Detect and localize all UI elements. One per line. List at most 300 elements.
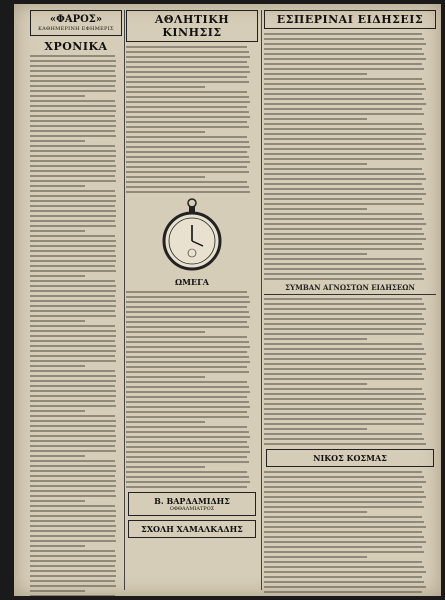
text-line-placeholder: [30, 510, 116, 512]
text-line-placeholder: [30, 220, 115, 222]
text-line-placeholder: [264, 551, 424, 553]
text-line-placeholder: [30, 595, 115, 596]
text-line-placeholder: [30, 205, 115, 207]
text-line-placeholder: [30, 75, 116, 77]
ad-nikos-title: ΝΙΚΟΣ ΚΟΣΜΑΣ: [313, 453, 387, 463]
text-line-placeholder: [126, 456, 247, 458]
text-line-placeholder: [30, 255, 116, 257]
text-line-placeholder: [30, 480, 116, 482]
article-text: [30, 55, 122, 596]
text-line-placeholder: [126, 321, 247, 323]
text-line-placeholder: [30, 495, 116, 497]
text-line-placeholder: [264, 113, 424, 115]
text-line-placeholder: [30, 530, 116, 532]
text-line-placeholder: [264, 268, 426, 270]
ad-chamalkadis-title: ΣΧΟΛΗ ΧΑΜΑΛΚΑΔΗΣ: [141, 524, 243, 534]
text-line-placeholder: [30, 550, 115, 552]
text-line-placeholder: [264, 243, 422, 245]
text-line-placeholder: [264, 303, 424, 305]
text-line-placeholder: [264, 531, 422, 533]
text-line-placeholder: [264, 428, 367, 430]
text-line-placeholder: [264, 433, 422, 435]
ad-vardamis-title: Β. ΒΑΡΔΑΜΙΔΗΣ: [154, 496, 230, 506]
text-line-placeholder: [264, 536, 424, 538]
text-line-placeholder: [126, 441, 247, 443]
text-line-placeholder: [30, 565, 115, 567]
text-line-placeholder: [30, 325, 115, 327]
text-line-placeholder: [264, 78, 422, 80]
text-line-placeholder: [126, 351, 247, 353]
text-line-placeholder: [30, 355, 115, 357]
text-line-placeholder: [264, 408, 424, 410]
text-line-placeholder: [30, 335, 116, 337]
text-line-placeholder: [264, 566, 424, 568]
text-line-placeholder: [30, 390, 116, 392]
text-line-placeholder: [30, 345, 116, 347]
text-line-placeholder: [264, 148, 426, 150]
text-line-placeholder: [264, 238, 426, 240]
ad-omega-title: ΩΜΕΓΑ: [175, 277, 209, 287]
text-line-placeholder: [126, 111, 249, 113]
text-line-placeholder: [30, 115, 115, 117]
text-line-placeholder: [264, 198, 422, 200]
text-line-placeholder: [126, 346, 250, 348]
text-line-placeholder: [30, 190, 115, 192]
text-line-placeholder: [30, 105, 116, 107]
text-line-placeholder: [264, 393, 424, 395]
ad-vardamis: [128, 492, 256, 516]
text-line-placeholder: [264, 496, 426, 498]
text-line-placeholder: [30, 385, 115, 387]
text-line-placeholder: [30, 160, 115, 162]
text-line-placeholder: [264, 33, 422, 35]
text-line-placeholder: [126, 461, 249, 463]
text-line-placeholder: [264, 471, 422, 473]
text-line-placeholder: [30, 285, 116, 287]
text-line-placeholder: [264, 253, 367, 255]
text-line-placeholder: [30, 535, 115, 537]
text-line-placeholder: [126, 56, 250, 58]
text-line-placeholder: [126, 136, 247, 138]
text-line-placeholder: [264, 173, 424, 175]
text-line-placeholder: [30, 290, 116, 292]
text-line-placeholder: [264, 188, 424, 190]
text-line-placeholder: [264, 328, 422, 330]
text-line-placeholder: [264, 208, 367, 210]
text-line-placeholder: [264, 163, 367, 165]
text-line-placeholder: [264, 183, 422, 185]
text-line-placeholder: [264, 278, 424, 280]
text-line-placeholder: [126, 46, 247, 48]
text-line-placeholder: [264, 43, 426, 45]
text-line-placeholder: [264, 581, 424, 583]
text-line-placeholder: [30, 455, 85, 457]
column-rule: [124, 10, 125, 590]
section-title-chronika: ΧΡΟΝΙΚΑ: [44, 40, 108, 53]
text-line-placeholder: [126, 431, 249, 433]
text-line-placeholder: [264, 378, 424, 380]
text-line-placeholder: [264, 561, 422, 563]
text-line-placeholder: [30, 315, 116, 317]
text-line-placeholder: [264, 481, 426, 483]
text-line-placeholder: [264, 53, 424, 55]
text-line-placeholder: [30, 90, 116, 92]
text-line-placeholder: [264, 128, 424, 130]
text-line-placeholder: [30, 305, 116, 307]
text-line-placeholder: [264, 586, 426, 588]
text-line-placeholder: [30, 555, 116, 557]
text-line-placeholder: [30, 225, 116, 227]
text-line-placeholder: [264, 68, 424, 70]
text-line-placeholder: [30, 585, 116, 587]
text-line-placeholder: [264, 526, 426, 528]
article-text: [264, 33, 436, 280]
text-line-placeholder: [30, 360, 116, 362]
text-line-placeholder: [264, 178, 426, 180]
text-line-placeholder: [30, 375, 116, 377]
text-line-placeholder: [264, 158, 424, 160]
text-line-placeholder: [30, 60, 116, 62]
text-line-placeholder: [30, 310, 115, 312]
text-line-placeholder: [264, 363, 424, 365]
text-line-placeholder: [264, 373, 422, 375]
text-line-placeholder: [30, 580, 115, 582]
text-line-placeholder: [264, 63, 422, 65]
text-line-placeholder: [126, 141, 249, 143]
text-line-placeholder: [126, 106, 247, 108]
text-line-placeholder: [30, 470, 116, 472]
text-line-placeholder: [30, 175, 115, 177]
text-line-placeholder: [264, 591, 422, 593]
text-line-placeholder: [264, 576, 422, 578]
text-line-placeholder: [30, 560, 116, 562]
text-line-placeholder: [30, 330, 116, 332]
text-line-placeholder: [30, 240, 116, 242]
text-line-placeholder: [30, 270, 116, 272]
text-line-placeholder: [264, 48, 422, 50]
text-line-placeholder: [30, 395, 116, 397]
text-line-placeholder: [30, 575, 116, 577]
text-line-placeholder: [264, 516, 422, 518]
text-line-placeholder: [126, 336, 247, 338]
text-line-placeholder: [30, 300, 116, 302]
text-line-placeholder: [30, 200, 116, 202]
text-line-placeholder: [30, 125, 116, 127]
text-line-placeholder: [30, 110, 116, 112]
text-line-placeholder: [264, 486, 422, 488]
text-line-placeholder: [30, 55, 115, 57]
text-line-placeholder: [30, 590, 85, 592]
text-line-placeholder: [126, 131, 205, 133]
text-line-placeholder: [30, 70, 115, 72]
text-line-placeholder: [30, 100, 115, 102]
text-line-placeholder: [30, 185, 85, 187]
text-line-placeholder: [126, 416, 249, 418]
text-line-placeholder: [30, 165, 116, 167]
text-line-placeholder: [264, 398, 426, 400]
text-line-placeholder: [30, 450, 116, 452]
text-line-placeholder: [30, 405, 116, 407]
text-line-placeholder: [126, 451, 250, 453]
text-line-placeholder: [126, 426, 247, 428]
text-line-placeholder: [30, 425, 116, 427]
text-line-placeholder: [126, 376, 205, 378]
text-line-placeholder: [30, 420, 116, 422]
text-line-placeholder: [30, 490, 115, 492]
text-line-placeholder: [264, 506, 424, 508]
text-line-placeholder: [30, 410, 85, 412]
text-line-placeholder: [30, 515, 116, 517]
text-line-placeholder: [30, 80, 116, 82]
ad-vardamis-subtitle: ΟΦΘΑΛΜΙΑΤΡΟΣ: [169, 506, 215, 512]
text-line-placeholder: [30, 365, 85, 367]
text-line-placeholder: [264, 571, 426, 573]
text-line-placeholder: [264, 263, 424, 265]
text-line-placeholder: [30, 475, 115, 477]
text-line-placeholder: [264, 98, 424, 100]
text-line-placeholder: [264, 511, 367, 513]
text-line-placeholder: [30, 245, 116, 247]
text-line-placeholder: [30, 320, 85, 322]
text-line-placeholder: [126, 481, 250, 483]
column-3: [264, 10, 436, 590]
text-line-placeholder: [126, 96, 249, 98]
text-line-placeholder: [264, 476, 424, 478]
text-line-placeholder: [126, 166, 247, 168]
section-title-evening-news: ΕΣΠΕΡΙΝΑΙ ΕΙΔΗΣΕΙΣ: [264, 10, 436, 29]
text-line-placeholder: [30, 525, 116, 527]
text-line-placeholder: [126, 71, 250, 73]
text-line-placeholder: [126, 326, 249, 328]
pocket-watch-illustration: [160, 197, 224, 273]
text-line-placeholder: [30, 435, 116, 437]
text-line-placeholder: [126, 386, 249, 388]
text-line-placeholder: [264, 258, 422, 260]
ad-chamalkadis: [128, 520, 256, 538]
masthead-title: «ΦΑΡΟΣ»: [49, 14, 103, 25]
text-line-placeholder: [264, 218, 424, 220]
text-line-placeholder: [126, 51, 249, 53]
text-line-placeholder: [126, 101, 250, 103]
text-line-placeholder: [264, 123, 422, 125]
text-line-placeholder: [264, 413, 426, 415]
text-line-placeholder: [264, 153, 422, 155]
text-line-placeholder: [30, 445, 115, 447]
text-line-placeholder: [30, 380, 116, 382]
text-line-placeholder: [30, 500, 85, 502]
text-line-placeholder: [126, 341, 249, 343]
text-line-placeholder: [264, 438, 424, 440]
text-line-placeholder: [30, 340, 115, 342]
text-line-placeholder: [126, 186, 249, 188]
text-line-placeholder: [264, 73, 367, 75]
text-line-placeholder: [264, 118, 367, 120]
article-text: [264, 298, 436, 445]
article-text: [126, 46, 258, 193]
text-line-placeholder: [30, 135, 116, 137]
text-line-placeholder: [264, 318, 424, 320]
text-line-placeholder: [264, 353, 426, 355]
text-line-placeholder: [264, 403, 422, 405]
text-line-placeholder: [126, 406, 250, 408]
text-line-placeholder: [264, 233, 424, 235]
text-line-placeholder: [126, 331, 205, 333]
text-line-placeholder: [264, 491, 424, 493]
text-line-placeholder: [30, 145, 115, 147]
text-line-placeholder: [264, 193, 426, 195]
text-line-placeholder: [264, 103, 426, 105]
text-line-placeholder: [126, 436, 250, 438]
text-line-placeholder: [30, 210, 116, 212]
text-line-placeholder: [264, 338, 367, 340]
text-line-placeholder: [30, 95, 85, 97]
section-title-athletic: ΑΘΛΗΤΙΚΗ ΚΙΝΗΣΙΣ: [126, 10, 258, 42]
text-line-placeholder: [264, 168, 422, 170]
text-line-placeholder: [30, 85, 115, 87]
text-line-placeholder: [264, 138, 422, 140]
text-line-placeholder: [264, 313, 422, 315]
text-line-placeholder: [264, 541, 426, 543]
text-line-placeholder: [264, 556, 367, 558]
text-line-placeholder: [264, 368, 426, 370]
text-line-placeholder: [264, 248, 424, 250]
ad-nikos-kosmas: [266, 449, 434, 467]
text-line-placeholder: [126, 176, 205, 178]
text-line-placeholder: [126, 421, 205, 423]
text-line-placeholder: [264, 298, 422, 300]
text-line-placeholder: [264, 358, 422, 360]
text-line-placeholder: [126, 471, 247, 473]
text-line-placeholder: [264, 443, 426, 445]
text-line-placeholder: [126, 401, 249, 403]
text-line-placeholder: [264, 521, 424, 523]
text-line-placeholder: [126, 296, 249, 298]
article-text: [126, 291, 258, 488]
text-line-placeholder: [126, 66, 249, 68]
text-line-placeholder: [126, 396, 247, 398]
text-line-placeholder: [30, 215, 116, 217]
text-line-placeholder: [126, 446, 249, 448]
text-line-placeholder: [30, 485, 116, 487]
text-line-placeholder: [126, 291, 247, 293]
text-line-placeholder: [30, 280, 115, 282]
newspaper-page: [14, 4, 441, 596]
text-line-placeholder: [126, 61, 247, 63]
text-line-placeholder: [30, 570, 116, 572]
column-1: [30, 10, 122, 590]
text-line-placeholder: [30, 465, 116, 467]
text-line-placeholder: [264, 388, 422, 390]
text-line-placeholder: [264, 323, 426, 325]
text-line-placeholder: [126, 311, 249, 313]
text-line-placeholder: [30, 170, 116, 172]
text-line-placeholder: [126, 466, 205, 468]
text-line-placeholder: [126, 76, 247, 78]
text-line-placeholder: [126, 391, 250, 393]
text-line-placeholder: [30, 140, 85, 142]
text-line-placeholder: [264, 546, 422, 548]
text-line-placeholder: [126, 316, 250, 318]
column-rule: [261, 10, 262, 590]
text-line-placeholder: [30, 545, 85, 547]
text-line-placeholder: [264, 88, 426, 90]
text-line-placeholder: [30, 275, 85, 277]
text-line-placeholder: [264, 93, 422, 95]
text-line-placeholder: [264, 418, 422, 420]
text-line-placeholder: [264, 348, 424, 350]
text-line-placeholder: [126, 366, 247, 368]
text-line-placeholder: [30, 295, 115, 297]
text-line-placeholder: [30, 195, 116, 197]
text-line-placeholder: [126, 191, 250, 193]
text-line-placeholder: [126, 171, 249, 173]
text-line-placeholder: [30, 370, 115, 372]
text-line-placeholder: [264, 383, 367, 385]
text-line-placeholder: [126, 116, 250, 118]
text-line-placeholder: [264, 213, 422, 215]
text-line-placeholder: [30, 400, 115, 402]
text-line-placeholder: [126, 381, 247, 383]
text-line-placeholder: [30, 440, 116, 442]
text-line-placeholder: [30, 540, 116, 542]
text-line-placeholder: [264, 501, 422, 503]
text-line-placeholder: [126, 411, 247, 413]
text-line-placeholder: [264, 223, 426, 225]
text-line-placeholder: [30, 120, 116, 122]
text-line-placeholder: [126, 181, 247, 183]
masthead: [30, 10, 122, 36]
text-line-placeholder: [30, 150, 116, 152]
text-line-placeholder: [264, 273, 422, 275]
text-line-placeholder: [30, 65, 116, 67]
text-line-placeholder: [126, 356, 249, 358]
text-line-placeholder: [126, 301, 250, 303]
text-line-placeholder: [126, 371, 249, 373]
text-line-placeholder: [30, 460, 115, 462]
text-line-placeholder: [30, 130, 115, 132]
text-line-placeholder: [126, 151, 247, 153]
text-line-placeholder: [30, 520, 115, 522]
text-line-placeholder: [264, 143, 424, 145]
text-line-placeholder: [264, 343, 422, 345]
text-line-placeholder: [30, 230, 85, 232]
text-line-placeholder: [126, 146, 250, 148]
text-line-placeholder: [126, 486, 247, 488]
text-line-placeholder: [126, 91, 247, 93]
text-line-placeholder: [264, 308, 426, 310]
text-line-placeholder: [264, 333, 424, 335]
text-line-placeholder: [30, 235, 115, 237]
text-line-placeholder: [126, 306, 247, 308]
text-line-placeholder: [30, 350, 116, 352]
text-line-placeholder: [30, 415, 115, 417]
text-line-placeholder: [264, 203, 424, 205]
text-line-placeholder: [30, 430, 115, 432]
text-line-placeholder: [264, 423, 424, 425]
text-line-placeholder: [264, 58, 426, 60]
text-line-placeholder: [264, 108, 422, 110]
column-2: [126, 10, 258, 590]
text-line-placeholder: [126, 156, 249, 158]
text-line-placeholder: [264, 228, 422, 230]
text-line-placeholder: [264, 133, 426, 135]
text-line-placeholder: [126, 81, 249, 83]
text-line-placeholder: [126, 161, 250, 163]
text-line-placeholder: [264, 83, 424, 85]
text-line-placeholder: [126, 361, 250, 363]
article-text: [264, 471, 436, 596]
text-line-placeholder: [30, 155, 116, 157]
